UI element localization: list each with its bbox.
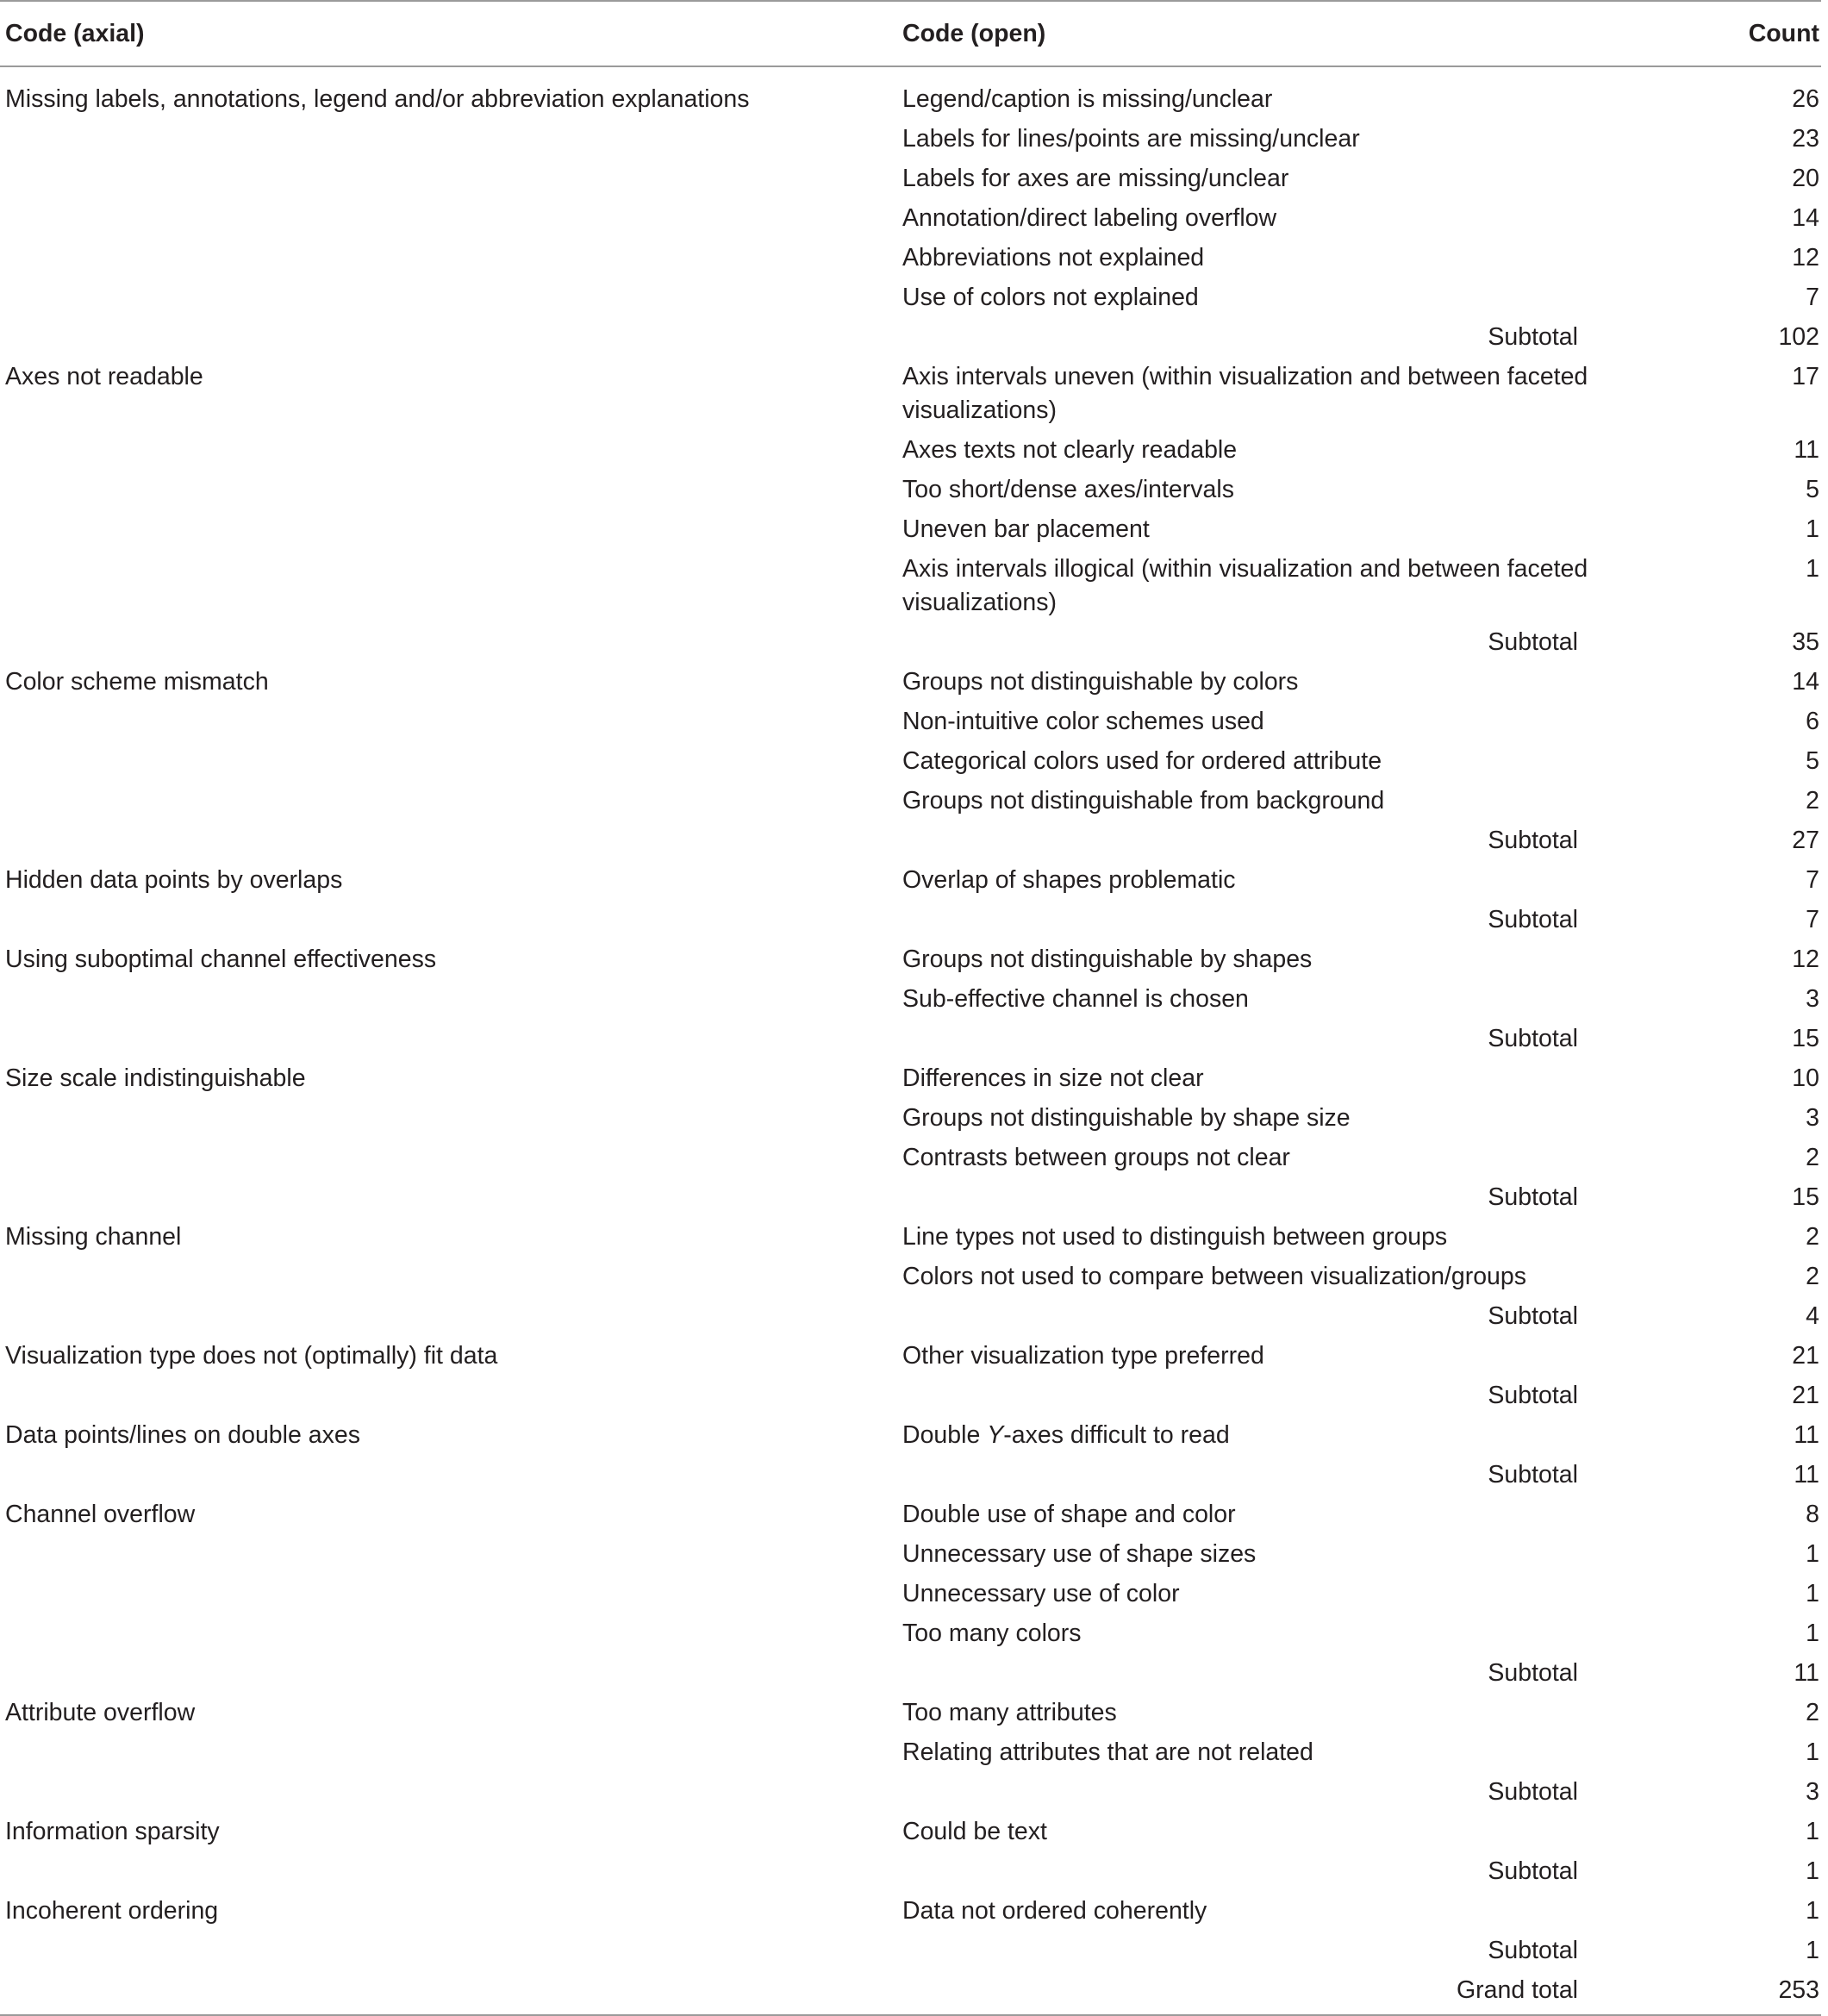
cell-open-code: Double use of shape and color [902,1501,1236,1528]
cell-axial-code [0,1575,897,1614]
cell-axial-code: Incoherent ordering [5,1897,219,1925]
table-row [0,1059,1821,1099]
cell-open-code: Use of colors not explained [902,284,1199,311]
table-row [0,702,1821,742]
cell-open-code: Colors not used to compare between visualization/groups [902,1263,1526,1290]
cell-count: 3 [1806,985,1819,1013]
table-row [0,1575,1821,1614]
cell-count: 27 [1792,827,1819,854]
cell-axial-code [0,431,897,471]
cell-axial-code [0,1654,897,1694]
cell-subtotal-label: Subtotal [1488,1183,1578,1211]
cell-count: 6 [1806,708,1819,735]
cell-count: 10 [1792,1064,1819,1092]
cell-count: 102 [1778,323,1819,351]
cell-count: 1 [1806,1897,1819,1925]
table-row [0,742,1821,782]
table-row [0,1416,1821,1456]
cell-count: 11 [1794,1421,1819,1449]
cell-count: 4 [1806,1302,1819,1330]
cell-count: 1 [1806,515,1819,543]
subtotal-row [0,1852,1821,1892]
subtotal-row [0,1376,1821,1416]
cell-count: 7 [1806,866,1819,894]
table-row [0,663,1821,702]
header-axial: Code (axial) [5,19,145,47]
cell-open-code: Non-intuitive color schemes used [902,708,1264,735]
cell-count: 1 [1806,1580,1819,1607]
table-row [0,1813,1821,1852]
cell-count: 1 [1806,555,1819,583]
subtotal-row [0,1654,1821,1694]
cell-count: 12 [1792,244,1819,272]
cell-count: 14 [1792,204,1819,232]
cell-count: 23 [1792,125,1819,153]
cell-count: 2 [1806,787,1819,815]
cell-subtotal-label: Subtotal [1488,1461,1578,1489]
cell-axial-code [0,510,897,550]
cell-open-code: Groups not distinguishable by colors [902,668,1299,696]
table-body [0,66,1821,2015]
cell-axial-code [0,782,897,821]
cell-axial-code [0,278,897,318]
table-row [0,1495,1821,1535]
table-row [0,1733,1821,1773]
table-row [0,431,1821,471]
cell-open-code: Sub-effective channel is chosen [902,985,1249,1013]
cell-subtotal-label: Subtotal [1488,1382,1578,1409]
cell-axial-code: Data points/lines on double axes [5,1421,360,1449]
cell-open-code: Axis intervals uneven (within visualization and between faceted visualizations) [902,363,1588,424]
cell-open-code: Annotation/direct labeling overflow [902,204,1277,232]
cell-axial-code [0,1139,897,1178]
cell-count: 2 [1806,1223,1819,1251]
cell-open-code: Groups not distinguishable by shapes [902,946,1313,973]
subtotal-row [0,821,1821,861]
table-row [0,120,1821,159]
subtotal-row [0,1020,1821,1059]
cell-count: 11 [1794,1659,1819,1687]
cell-open-code: Unnecessary use of shape sizes [902,1540,1257,1568]
cell-count: 3 [1806,1778,1819,1806]
cell-axial-code: Using suboptimal channel effectiveness [5,946,437,973]
table-row [0,1694,1821,1733]
cell-axial-code: Channel overflow [5,1501,196,1528]
cell-count: 2 [1806,1144,1819,1171]
cell-open-code: Legend/caption is missing/unclear [902,85,1273,113]
cell-axial-code [0,1178,897,1218]
cell-subtotal-label: Subtotal [1488,906,1578,933]
cell-axial-code [0,1773,897,1813]
table-row [0,471,1821,510]
cell-open-code: Too many attributes [902,1699,1117,1726]
cell-axial-code [0,1020,897,1059]
subtotal-row [0,1456,1821,1495]
cell-axial-code [0,1852,897,1892]
cell-count: 5 [1806,476,1819,503]
cell-count: 11 [1794,436,1819,464]
cell-count: 3 [1806,1104,1819,1132]
cell-count: 21 [1792,1342,1819,1370]
cell-count: 12 [1792,946,1819,973]
cell-open-code: Line types not used to distinguish between groups [902,1223,1448,1251]
cell-axial-code [0,1258,897,1297]
cell-open-code: Unnecessary use of color [902,1580,1180,1607]
cell-axial-code [0,159,897,199]
table-row [0,358,1821,431]
subtotal-row [0,1297,1821,1337]
cell-axial-code [0,901,897,940]
cell-axial-code [0,550,897,623]
table-row [0,940,1821,980]
cell-count: 11 [1794,1461,1819,1489]
header-open: Code (open) [902,19,1046,47]
cell-open-code: Other visualization type preferred [902,1342,1264,1370]
table-row [0,1139,1821,1178]
cell-open-code: Axes texts not clearly readable [902,436,1238,464]
cell-axial-code: Attribute overflow [5,1699,196,1726]
cell-count: 2 [1806,1263,1819,1290]
cell-axial-code [0,120,897,159]
cell-count: 21 [1792,1382,1819,1409]
cell-count: 2 [1806,1699,1819,1726]
cell-count: 8 [1806,1501,1819,1528]
cell-subtotal-label: Subtotal [1488,827,1578,854]
cell-axial-code [0,199,897,239]
cell-count: 253 [1778,1976,1819,2004]
table-row [0,782,1821,821]
cell-open-code: Uneven bar placement [902,515,1150,543]
cell-count: 14 [1792,668,1819,696]
table-row [0,980,1821,1020]
table-row [0,1218,1821,1258]
table-row [0,550,1821,623]
cell-axial-code: Missing channel [5,1223,182,1251]
header-count: Count [1748,19,1819,47]
table-row [0,159,1821,199]
cell-axial-code [0,742,897,782]
table-row [0,1337,1821,1376]
cell-count: 5 [1806,747,1819,775]
cell-open-code: Contrasts between groups not clear [902,1144,1290,1171]
cell-count: 7 [1806,284,1819,311]
cell-axial-code: Axes not readable [5,363,203,390]
cell-subtotal-label: Subtotal [1488,1659,1578,1687]
cell-axial-code [0,821,897,861]
table-row [0,861,1821,901]
cell-axial-code: Hidden data points by overlaps [5,866,343,894]
cell-count: 7 [1806,906,1819,933]
table-row [0,1099,1821,1139]
cell-subtotal-label: Subtotal [1488,1302,1578,1330]
table-row [0,199,1821,239]
cell-axial-code: Size scale indistinguishable [5,1064,306,1092]
cell-axial-code [0,980,897,1020]
table-row [0,1614,1821,1654]
cell-axial-code [0,1535,897,1575]
cell-open-code: Too short/dense axes/intervals [902,476,1234,503]
cell-subtotal-label: Subtotal [1488,1778,1578,1806]
cell-subtotal-label: Subtotal [1488,323,1578,351]
cell-open-code: Axis intervals illogical (within visualization and between faceted visualizations) [902,555,1588,616]
subtotal-row [0,1773,1821,1813]
cell-count: 1 [1806,1937,1819,1964]
table-row [0,1892,1821,1932]
subtotal-row [0,901,1821,940]
cell-open-code: Could be text [902,1818,1047,1845]
cell-axial-code [0,1932,897,1971]
cell-open-code: Groups not distinguishable by shape size [902,1104,1351,1132]
cell-open-code: Overlap of shapes problematic [902,866,1236,894]
header-row [0,1,1821,66]
cell-count: 17 [1792,363,1819,390]
cell-count: 1 [1806,1857,1819,1885]
cell-count: 15 [1792,1025,1819,1052]
cell-subtotal-label: Subtotal [1488,1025,1578,1052]
cell-axial-code [0,1456,897,1495]
cell-axial-code [0,1297,897,1337]
subtotal-row [0,1178,1821,1218]
subtotal-row [0,623,1821,663]
subtotal-row [0,1971,1821,2016]
cell-count: 1 [1806,1540,1819,1568]
cell-axial-code [0,702,897,742]
cell-open-code: Labels for axes are missing/unclear [902,165,1289,192]
cell-open-code: Data not ordered coherently [902,1897,1207,1925]
table-row [0,1535,1821,1575]
cell-open-code: Double Y-axes difficult to read [902,1421,1230,1449]
cell-axial-code [0,1614,897,1654]
cell-open-code: Differences in size not clear [902,1064,1204,1092]
cell-count: 1 [1806,1738,1819,1766]
cell-axial-code [0,1099,897,1139]
cell-subtotal-label: Subtotal [1488,1857,1578,1885]
table-header [0,1,1821,66]
cell-open-code: Labels for lines/points are missing/unclear [902,125,1360,153]
cell-axial-code [0,239,897,278]
cell-axial-code: Information sparsity [5,1818,220,1845]
cell-count: 20 [1792,165,1819,192]
table-row [0,278,1821,318]
cell-open-code: Relating attributes that are not related [902,1738,1313,1766]
cell-count: 1 [1806,1620,1819,1647]
cell-subtotal-label: Grand total [1457,1976,1578,2004]
cell-count: 1 [1806,1818,1819,1845]
cell-subtotal-label: Subtotal [1488,628,1578,656]
cell-axial-code [0,623,897,663]
cell-axial-code: Color scheme mismatch [5,668,269,696]
cell-axial-code [0,1376,897,1416]
cell-axial-code [0,471,897,510]
cell-count: 26 [1792,85,1819,113]
cell-axial-code: Missing labels, annotations, legend and/or abbreviation explanations [5,85,750,113]
cell-open-code: Abbreviations not explained [902,244,1205,272]
cell-axial-code [0,318,897,358]
table-row [0,510,1821,550]
cell-open-code: Categorical colors used for ordered attribute [902,747,1382,775]
cell-open-code: Too many colors [902,1620,1082,1647]
subtotal-row [0,1932,1821,1971]
cell-open-code: Groups not distinguishable from background [902,787,1385,815]
table-row [0,1258,1821,1297]
cell-count: 35 [1792,628,1819,656]
subtotal-row [0,318,1821,358]
cell-axial-code [0,1971,897,2016]
table-row [0,239,1821,278]
cell-axial-code [0,1733,897,1773]
table-row [0,66,1821,120]
cell-axial-code: Visualization type does not (optimally) fit data [5,1342,498,1370]
cell-subtotal-label: Subtotal [1488,1937,1578,1964]
cell-count: 15 [1792,1183,1819,1211]
